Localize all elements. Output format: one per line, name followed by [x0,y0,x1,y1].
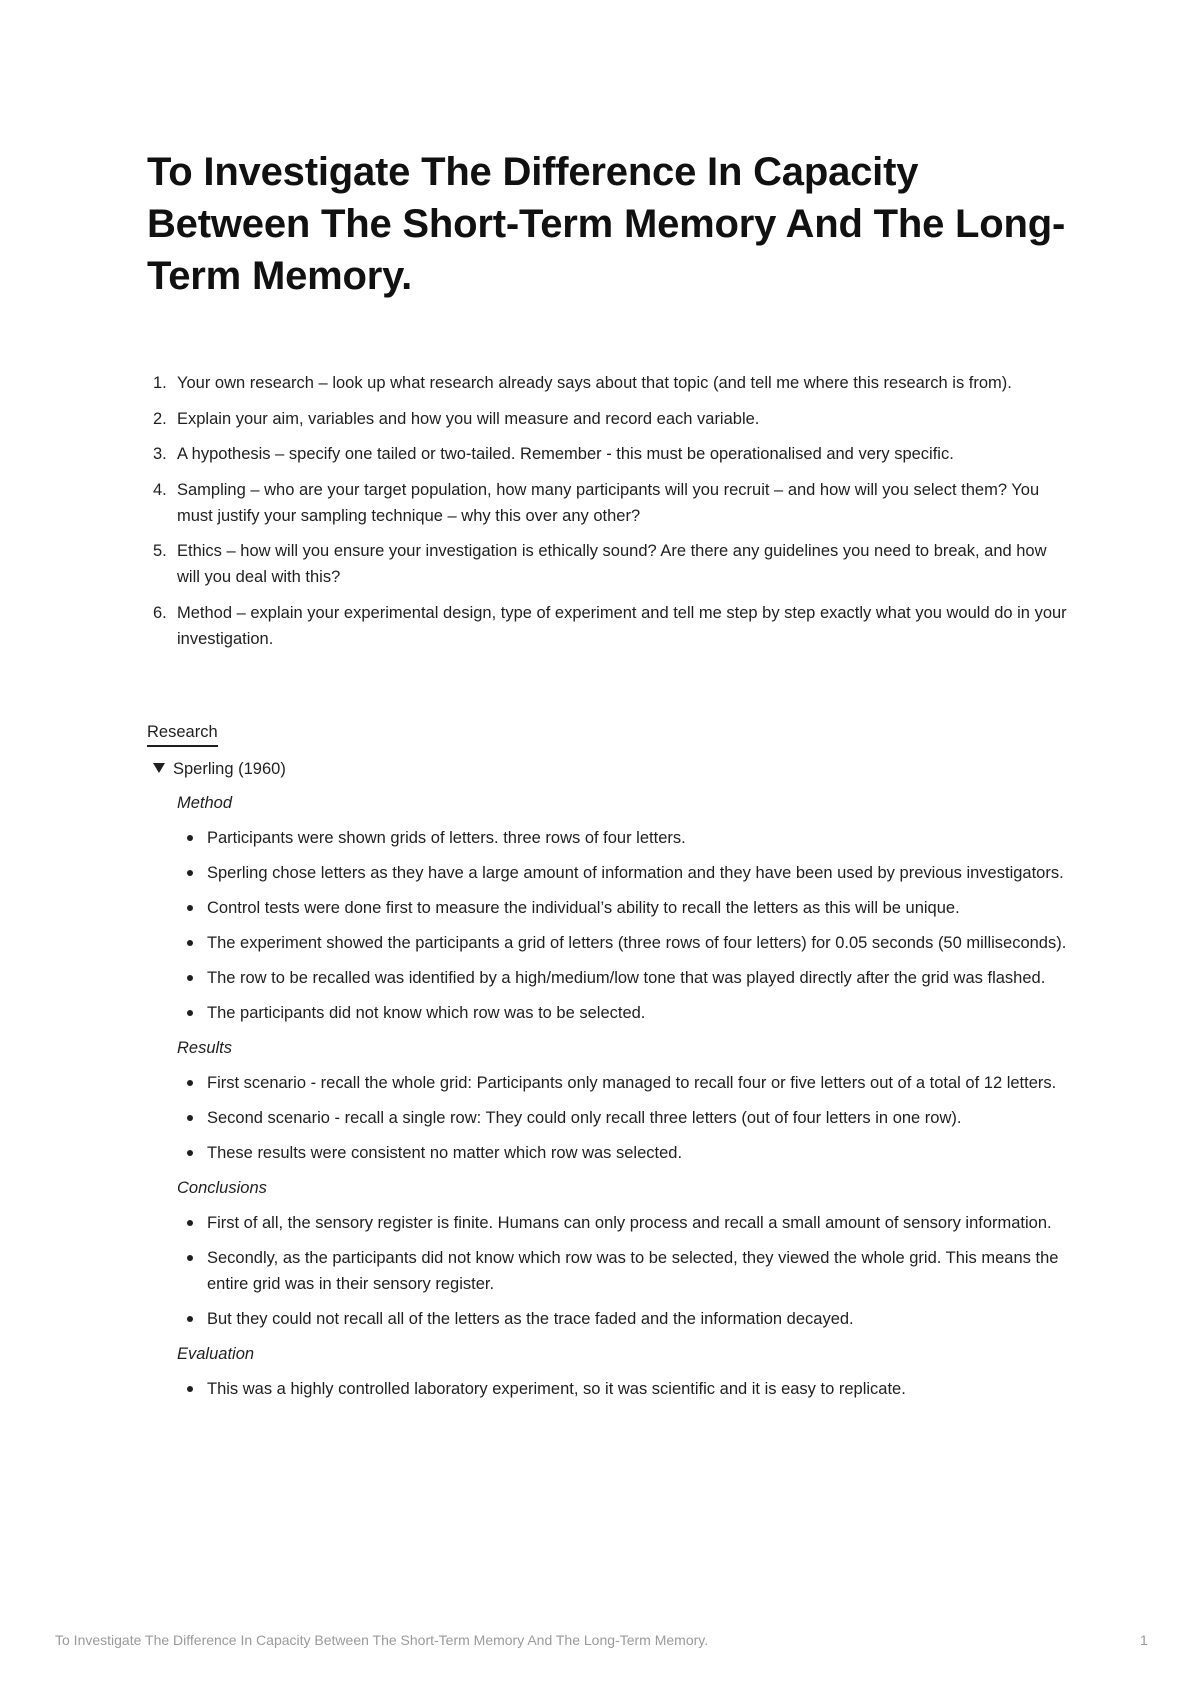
list-item-number: 5. [153,542,167,560]
triangle-down-icon[interactable] [153,763,165,773]
page-title: To Investigate The Difference In Capacity Between The Short-Term Memory And The Long-Term Memory. [147,150,1066,298]
list-item-text: Ethics – how will you ensure your investigation is ethically sound? Are there any guidelines you need to break, and how will you deal with this? [177,542,1047,586]
list-item: The participants did not know which row was to be selected. [177,1000,1077,1026]
list-item-text: Explain your aim, variables and how you will measure and record each variable. [177,409,760,428]
list-item-text: Your own research – look up what research already says about that topic (and tell me where this research is from). [177,374,1012,392]
conclusions-heading: Conclusions [177,1179,267,1197]
list-item: Secondly, as the participants did not know which row was to be selected, they viewed the whole grid. This means the entire grid was in their sensory register. [177,1245,1077,1297]
page-number: 1 [1140,1632,1148,1648]
list-item: Control tests were done first to measure the individual’s ability to recall the letters as this will be unique. [177,895,1077,921]
footer-title: To Investigate The Difference In Capacity Between The Short-Term Memory And The Long-Term Memory. [55,1632,709,1648]
list-item-text: A hypothesis – specify one tailed or two-tailed. Remember - this must be operationalised and very specific. [177,445,954,463]
list-item: But they could not recall all of the letters as the trace faded and the information decayed. [177,1306,1077,1332]
list-item-text: Method – explain your experimental design, type of experiment and tell me step by step exactly what you would do in your investigation. [177,603,1067,648]
list-item-number: 4. [153,480,167,499]
list-item-number: 3. [153,445,167,463]
evaluation-list [177,1376,1077,1402]
results-list [177,1070,1077,1166]
method-list [177,825,1077,1026]
results-heading: Results [177,1039,233,1057]
list-item: The experiment showed the participants a grid of letters (three rows of four letters) for 0.05 seconds (50 milliseconds). [177,930,1077,956]
list-item-text: Sampling – who are your target population, how many participants will you recruit – and how will you select them? You must justify your sampling technique – why this over any other? [177,480,1040,525]
list-item [147,538,1067,590]
list-item-number: 1. [153,374,167,392]
research-link[interactable]: Research [147,719,218,747]
conclusions-list [177,1210,1077,1332]
list-item [147,406,1067,432]
list-item [147,370,1067,396]
list-item: Second scenario - recall a single row: They could only recall three letters (out of four letters in one row). [177,1105,1077,1131]
evaluation-heading: Evaluation [177,1345,255,1363]
list-item: Sperling chose letters as they have a large amount of information and they have been used by previous investigators. [177,860,1077,886]
list-item: Participants were shown grids of letters. three rows of four letters. [177,825,1077,851]
list-item-number: 2. [153,409,167,428]
list-item [147,477,1067,529]
list-item: First scenario - recall the whole grid: Participants only managed to recall four or five letters out of a total of 12 letters. [177,1070,1077,1096]
task-list [147,370,1067,661]
list-item [147,441,1067,467]
list-item: This was a highly controlled laboratory experiment, so it was scientific and it is easy to replicate. [177,1376,1077,1402]
list-item-number: 6. [153,603,167,622]
toggle-label: Sperling (1960) [173,760,286,778]
list-item: The row to be recalled was identified by a high/medium/low tone that was played directly after the grid was flashed. [177,965,1077,991]
sperling-toggle[interactable] [153,756,286,782]
method-heading: Method [177,794,233,812]
toggle-content [177,790,1077,1411]
list-item: First of all, the sensory register is finite. Humans can only process and recall a small amount of sensory information. [177,1210,1077,1236]
list-item [147,600,1067,652]
list-item: These results were consistent no matter which row was selected. [177,1140,1077,1166]
